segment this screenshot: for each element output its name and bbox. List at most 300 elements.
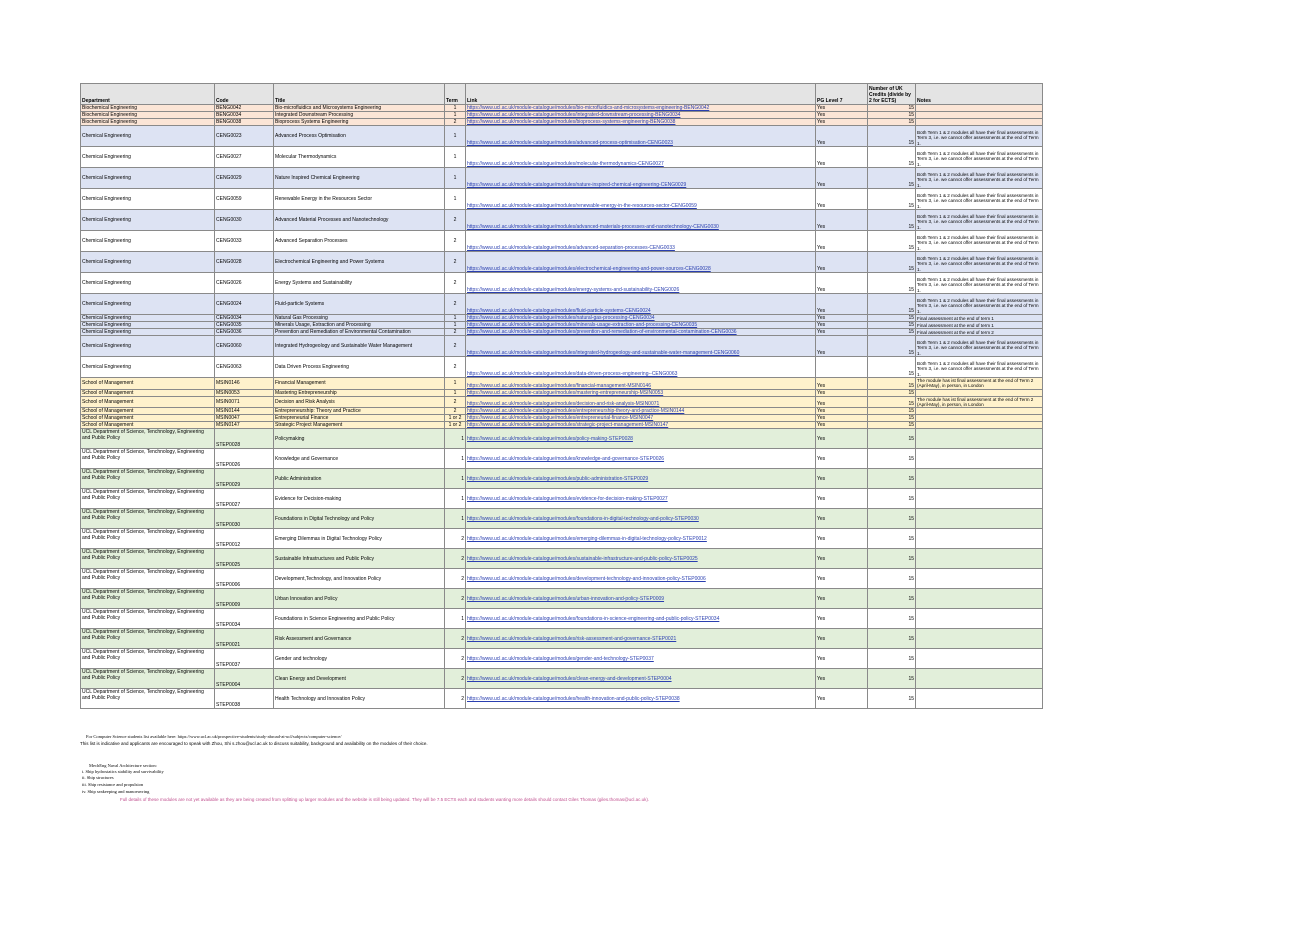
header-row [81,84,1043,105]
cell-pg-level: Yes [816,415,868,422]
cell-link[interactable]: https://www.ucl.ac.uk/module-catalogue/modules/public-administration-STEP0029 [466,469,816,489]
cell-credits: 15 [868,669,916,689]
cell-notes [916,415,1043,422]
cell-pg-level: Yes [816,168,868,189]
cell-term: 2 [445,689,466,709]
naval-item: i. Ship hydrostatics stability and survivability [82,769,164,774]
cell-department: UCL Department of Science, Tenchnology, Engineering and Public Policy [81,469,215,489]
table-row [81,322,1043,329]
cell-code: CENG0024 [215,294,274,315]
modules-table [80,83,1043,709]
cell-code: STEP0009 [215,589,274,609]
table-row [81,489,1043,509]
cell-term: 1 [445,105,466,112]
cell-notes: Both Term 1 & 2 modules all have their final assessments in Term 3, i.e. we cannot offer assessments at the end of Term 1. [916,189,1043,210]
cell-department: Chemical Engineering [81,273,215,294]
cell-notes [916,489,1043,509]
cell-credits: 15 [868,649,916,669]
cell-department: UCL Department of Science, Tenchnology, Engineering and Public Policy [81,569,215,589]
cell-credits: 15 [868,378,916,390]
header-pg-level: PG Level 7 [816,84,868,105]
cell-notes: The module has ist final assessment at the end of Term 2 (April-May), in person, in London [916,378,1043,390]
cell-link[interactable]: https://www.ucl.ac.uk/module-catalogue/modules/policy-making-STEP0028 [466,429,816,449]
cell-code: CENG0063 [215,357,274,378]
cell-link[interactable]: https://www.ucl.ac.uk/module-catalogue/modules/urban-innovation-and-policy-STEP0009 [466,589,816,609]
naval-details-note: Full details of these modules are not yet available as they are being created from splitting up larger modules and the website is still being updated. They will be 7.5 ECTS each and students wanting more details should contact Giles Thomas (giles.thomas@ucl.ac.uk). [120,797,650,802]
cell-term: 1 [445,469,466,489]
cell-title: Renewable Energy in the Resources Sector [274,189,445,210]
cell-link[interactable]: https://www.ucl.ac.uk/module-catalogue/modules/evidence-for-decision-making-STEP0027 [466,489,816,509]
cell-notes [916,669,1043,689]
table-row [81,422,1043,429]
cell-title: Advanced Material Processes and Nanotechnology [274,210,445,231]
cell-credits: 15 [868,273,916,294]
header-link: Link [466,84,816,105]
cell-notes: Both Term 1 & 2 modules all have their final assessments in Term 3, i.e. we cannot offer assessments at the end of Term 1. [916,147,1043,168]
cell-pg-level: Yes [816,378,868,390]
cell-title: Nature Inspired Chemical Engineering [274,168,445,189]
cell-pg-level: Yes [816,529,868,549]
cell-credits: 15 [868,112,916,119]
table-row [81,105,1043,112]
cell-department: UCL Department of Science, Tenchnology, Engineering and Public Policy [81,669,215,689]
table-row [81,329,1043,336]
cell-pg-level: Yes [816,569,868,589]
table-row [81,396,1043,408]
cell-code: MSIN0144 [215,408,274,415]
cell-title: Bioprocess Systems Engineering [274,119,445,126]
cell-credits: 15 [868,408,916,415]
cell-title: Emerging Dilemmas in Digital Technology Policy [274,529,445,549]
cell-pg-level: Yes [816,429,868,449]
cell-term: 1 or 2 [445,422,466,429]
cell-notes [916,469,1043,489]
cell-link[interactable]: https://www.ucl.ac.uk/module-catalogue/modules/strategic-project-management-MSIN0147 [466,422,816,429]
naval-item: iv. Ship seakeeping and manoeuvring [82,789,150,794]
indicative-note: This list is indicative and applicants are encouraged to speak with Zhou, Shi s.zhou@ucl.ac.uk to discuss suitability, background and availability on the modules of their choice. [80,741,428,746]
cell-department: UCL Department of Science, Tenchnology, Engineering and Public Policy [81,589,215,609]
cell-pg-level: Yes [816,449,868,469]
cell-link[interactable]: https://www.ucl.ac.uk/module-catalogue/modules/foundations-in-science-engineering-and-public-policy-STEP0034 [466,609,816,629]
cell-link[interactable]: https://www.ucl.ac.uk/module-catalogue/modules/advanced-separation-processes-CENG0033 [466,231,816,252]
cell-pg-level: Yes [816,469,868,489]
cell-term: 1 [445,315,466,322]
cell-pg-level: Yes [816,322,868,329]
header-department: Department [81,84,215,105]
cell-code: STEP0006 [215,569,274,589]
cell-department: Biochemical Engineering [81,119,215,126]
table-row [81,119,1043,126]
cell-pg-level: Yes [816,126,868,147]
cell-notes: Both Term 1 & 2 modules all have their final assessments in Term 3, i.e. we cannot offer assessments at the end of Term 1. [916,252,1043,273]
cell-department: UCL Department of Science, Tenchnology, Engineering and Public Policy [81,429,215,449]
cell-link[interactable]: https://www.ucl.ac.uk/module-catalogue/modules/advanced-process-optimisation-CENG0023 [466,126,816,147]
cell-notes: Final assessment at the end of term 1 [916,315,1043,322]
table-row [81,126,1043,147]
cell-code: MSIN0053 [215,389,274,396]
cell-pg-level: Yes [816,589,868,609]
cell-term: 2 [445,231,466,252]
cell-pg-level: Yes [816,231,868,252]
cell-code: STEP0038 [215,689,274,709]
cell-code: MSIN0047 [215,415,274,422]
cell-term: 2 [445,252,466,273]
cell-pg-level: Yes [816,329,868,336]
cell-code: MSIN0071 [215,396,274,408]
cell-credits: 15 [868,549,916,569]
cell-credits: 15 [868,689,916,709]
cell-pg-level: Yes [816,629,868,649]
cell-code: CENG0034 [215,315,274,322]
cell-notes: Final assessment at the end of term 1 [916,322,1043,329]
cell-term: 2 [445,357,466,378]
cell-term: 2 [445,629,466,649]
table-row [81,168,1043,189]
header-credits: Number of UK Credits (divide by 2 for ECTS) [868,84,916,105]
header-title: Title [274,84,445,105]
cell-credits: 15 [868,509,916,529]
cell-pg-level: Yes [816,147,868,168]
cell-department: Chemical Engineering [81,210,215,231]
cell-credits: 15 [868,415,916,422]
cell-notes: Both Term 1 & 2 modules all have their final assessments in Term 3, i.e. we cannot offer assessments at the end of Term 1. [916,126,1043,147]
cell-department: Chemical Engineering [81,252,215,273]
cell-term: 1 [445,389,466,396]
table-row [81,629,1043,649]
cell-credits: 15 [868,119,916,126]
cell-credits: 15 [868,210,916,231]
cell-pg-level: Yes [816,252,868,273]
cell-term: 1 [445,378,466,390]
cell-pg-level [816,357,868,378]
cell-pg-level: Yes [816,389,868,396]
cell-pg-level: Yes [816,509,868,529]
cell-credits: 15 [868,126,916,147]
cell-credits: 15 [868,396,916,408]
cell-link[interactable]: https://www.ucl.ac.uk/module-catalogue/modules/entrepreneurial-finance-MSIN0047 [466,415,816,422]
cell-term: 2 [445,294,466,315]
cell-term: 1 [445,449,466,469]
cell-notes [916,509,1043,529]
cell-link[interactable]: https://www.ucl.ac.uk/module-catalogue/modules/financial-management-MSIN0146 [466,378,816,390]
cell-credits: 15 [868,168,916,189]
cell-code: CENG0033 [215,231,274,252]
cell-credits: 15 [868,147,916,168]
table-row [81,408,1043,415]
cell-code: STEP0030 [215,509,274,529]
cell-title: Knowledge and Governance [274,449,445,469]
table-body [81,105,1043,709]
cell-term: 2 [445,210,466,231]
cell-code: CENG0026 [215,273,274,294]
cell-credits: 15 [868,252,916,273]
cell-link[interactable]: https://www.ucl.ac.uk/module-catalogue/modules/clean-energy-and-development-STEP0004 [466,669,816,689]
cell-link[interactable]: https://www.ucl.ac.uk/module-catalogue/modules/nature-inspired-chemical-engineering-CENG0029 [466,168,816,189]
cell-notes [916,119,1043,126]
cell-notes [916,629,1043,649]
cell-code: CENG0030 [215,210,274,231]
cell-credits: 15 [868,105,916,112]
cell-pg-level: Yes [816,396,868,408]
table-row [81,231,1043,252]
cell-link[interactable]: https://www.ucl.ac.uk/module-catalogue/modules/molecular-thermodynamics-CENG0027 [466,147,816,168]
cell-term: 1 [445,126,466,147]
cell-link[interactable]: https://www.ucl.ac.uk/module-catalogue/modules/sustainable-infrastructure-and-public-policy-STEP0025 [466,549,816,569]
naval-item: ii. Ship structures [82,775,114,780]
cell-title: Evidence for Decision-making [274,489,445,509]
cell-code: BENG0038 [215,119,274,126]
table-row [81,509,1043,529]
cell-title: Molecular Thermodynamics [274,147,445,168]
cell-link[interactable]: https://www.ucl.ac.uk/module-catalogue/modules/mastering-entrepreneurship-MSIN0053 [466,389,816,396]
cell-department: UCL Department of Science, Tenchnology, Engineering and Public Policy [81,509,215,529]
cell-notes [916,649,1043,669]
cell-credits: 15 [868,529,916,549]
cell-pg-level: Yes [816,422,868,429]
cell-pg-level: Yes [816,549,868,569]
header-code: Code [215,84,274,105]
cell-link[interactable]: https://www.ucl.ac.uk/module-catalogue/modules/advanced-materials-processes-and-nanotechnology-CENG0030 [466,210,816,231]
cell-term: 2 [445,119,466,126]
cell-credits: 15 [868,231,916,252]
cell-notes [916,549,1043,569]
cell-department: UCL Department of Science, Tenchnology, Engineering and Public Policy [81,529,215,549]
cell-pg-level: Yes [816,294,868,315]
cell-department: Chemical Engineering [81,189,215,210]
cell-notes: Both Term 1 & 2 modules all have their final assessments in Term 3, i.e. we cannot offer assessments at the end of Term 1. [916,273,1043,294]
cell-notes: Final assessment at the end of term 2 [916,329,1043,336]
cs-list-note: For Computer Science students list available here: https://www.ucl.ac.uk/prospective-students/study-abroad-at-ucl/subjects/computer-science/ [86,734,342,739]
cell-notes [916,112,1043,119]
cell-link[interactable]: https://www.ucl.ac.uk/module-catalogue/modules/integrated-downstream-processing-BENG0034 [466,112,816,119]
cell-credits: 15 [868,329,916,336]
cell-notes: Both Term 1 & 2 modules all have their final assessments in Term 3, i.e. we cannot offer assessments at the end of Term 1. [916,231,1043,252]
table-row [81,469,1043,489]
cell-department: School of Management [81,408,215,415]
cell-link[interactable]: https://www.ucl.ac.uk/module-catalogue/modules/risk-assessment-and-governance-STEP0021 [466,629,816,649]
cell-title: Foundations in Science Engineering and Public Policy [274,609,445,629]
cell-credits: 15 [868,629,916,649]
cell-link[interactable]: https://www.ucl.ac.uk/module-catalogue/modules/minerals-usage-extraction-and-processing-CENG0035 [466,322,816,329]
cell-link[interactable]: https://www.ucl.ac.uk/module-catalogue/modules/knowledge-and-governance-STEP0026 [466,449,816,469]
cell-notes: Both Term 1 & 2 modules all have their final assessments in Term 3, i.e. we cannot offer assessments at the end of Term 1. [916,210,1043,231]
cell-title: Policymaking [274,429,445,449]
cell-title: Entrepreneurial Finance [274,415,445,422]
cell-pg-level: Yes [816,273,868,294]
cell-link[interactable]: https://www.ucl.ac.uk/module-catalogue/modules/entrepreneurship-theory-and-practice-MSIN0144 [466,408,816,415]
cell-title: Advanced Process Optimisation [274,126,445,147]
cell-title: Fluid-particle Systems [274,294,445,315]
cell-notes: Both Term 1 & 2 modules all have their final assessments in Term 3, i.e. we cannot offer assessments at the end of Term 1. [916,168,1043,189]
cell-link[interactable]: https://www.ucl.ac.uk/module-catalogue/modules/data-driven-process-engineering--CENG0063 [466,357,816,378]
cell-department: UCL Department of Science, Tenchnology, Engineering and Public Policy [81,449,215,469]
cell-term: 2 [445,649,466,669]
cell-department: UCL Department of Science, Tenchnology, Engineering and Public Policy [81,609,215,629]
cell-credits: 15 [868,589,916,609]
table-row [81,649,1043,669]
cell-link[interactable]: https://www.ucl.ac.uk/module-catalogue/modules/health-innovation-and-public-policy-STEP0038 [466,689,816,709]
cell-department: UCL Department of Science, Tenchnology, Engineering and Public Policy [81,629,215,649]
cell-code: STEP0027 [215,489,274,509]
cell-link[interactable]: https://www.ucl.ac.uk/module-catalogue/modules/prevention-and-remediation-of-environmental-contamination-CENG0036 [466,329,816,336]
cell-notes: The module has ist final assessment at the end of Term 2 (April-May), in person, in London [916,396,1043,408]
cell-department: UCL Department of Science, Tenchnology, Engineering and Public Policy [81,689,215,709]
cell-department: Chemical Engineering [81,315,215,322]
cell-link[interactable]: https://www.ucl.ac.uk/module-catalogue/modules/development-technology-and-innovation-policy-STEP0006 [466,569,816,589]
cell-title: Entrepreneurship: Theory and Practice [274,408,445,415]
cell-department: Chemical Engineering [81,322,215,329]
cell-department: Biochemical Engineering [81,112,215,119]
cell-term: 2 [445,396,466,408]
cell-credits: 15 [868,489,916,509]
table-row [81,389,1043,396]
cell-link[interactable]: https://www.ucl.ac.uk/module-catalogue/modules/renewable-energy-in-the-resources-sector-CENG0059 [466,189,816,210]
cell-link[interactable]: https://www.ucl.ac.uk/module-catalogue/modules/electrochemical-engineering-and-power-sources-CENG0028 [466,252,816,273]
cell-code: STEP0034 [215,609,274,629]
cell-term: 1 or 2 [445,415,466,422]
cell-title: Development,Technology, and Innovation Policy [274,569,445,589]
cell-title: Electrochemical Engineering and Power Systems [274,252,445,273]
cell-code: STEP0029 [215,469,274,489]
cell-code: MSIN0146 [215,378,274,390]
cell-link[interactable]: https://www.ucl.ac.uk/module-catalogue/modules/integrated-hydrogeology-and-sustainable-water-management-CENG0060 [466,336,816,357]
cell-title: Clean Energy and Development [274,669,445,689]
cell-notes [916,569,1043,589]
table-row [81,357,1043,378]
cell-code: CENG0023 [215,126,274,147]
cell-credits: 15 [868,315,916,322]
cell-department: UCL Department of Science, Tenchnology, Engineering and Public Policy [81,489,215,509]
table-row [81,689,1043,709]
cell-code: CENG0028 [215,252,274,273]
cell-title: Mastering Entrepreneurship [274,389,445,396]
cell-notes: Both Term 1 & 2 modules all have their final assessments in Term 3, i.e. we cannot offer assessments at the end of Term 1. [916,336,1043,357]
cell-term: 2 [445,669,466,689]
table-row [81,669,1043,689]
table-row [81,429,1043,449]
cell-department: Chemical Engineering [81,168,215,189]
cell-pg-level: Yes [816,689,868,709]
cell-title: Risk Assessment and Governance [274,629,445,649]
cell-department: Chemical Engineering [81,357,215,378]
cell-term: 2 [445,408,466,415]
cell-link[interactable]: https://www.ucl.ac.uk/module-catalogue/modules/natural-gas-processing-CENG0034 [466,315,816,322]
cell-code: STEP0028 [215,429,274,449]
cell-term: 2 [445,549,466,569]
cell-credits: 15 [868,469,916,489]
cell-title: Energy Systems and Sustainability [274,273,445,294]
cell-code: CENG0035 [215,322,274,329]
table-row [81,589,1043,609]
table-row [81,378,1043,390]
cell-credits: 15 [868,569,916,589]
cell-term: 1 [445,147,466,168]
cell-title: Integrated Hydrogeology and Sustainable Water Management [274,336,445,357]
cell-pg-level: Yes [816,336,868,357]
header-term: Term [445,84,466,105]
cell-pg-level: Yes [816,669,868,689]
cell-department: School of Management [81,422,215,429]
cell-notes [916,389,1043,396]
cell-title: Public Administration [274,469,445,489]
cell-pg-level: Yes [816,489,868,509]
cell-term: 1 [445,609,466,629]
cell-pg-level: Yes [816,408,868,415]
cell-pg-level: Yes [816,119,868,126]
cell-title: Data Driven Process Engineering [274,357,445,378]
cell-department: Chemical Engineering [81,336,215,357]
cell-term: 1 [445,189,466,210]
cell-link[interactable]: https://www.ucl.ac.uk/module-catalogue/modules/emerging-dilemmas-in-digital-technology-policy-STEP0012 [466,529,816,549]
cell-pg-level: Yes [816,189,868,210]
cell-department: School of Management [81,378,215,390]
cell-link[interactable]: https://www.ucl.ac.uk/module-catalogue/modules/foundations-in-digital-technology-and-policy-STEP0030 [466,509,816,529]
cell-term: 1 [445,322,466,329]
cell-code: CENG0036 [215,329,274,336]
table-row [81,569,1043,589]
table-row [81,529,1043,549]
cell-code: CENG0059 [215,189,274,210]
cell-code: STEP0025 [215,549,274,569]
cell-credits: 15 [868,322,916,329]
cell-title: Natural Gas Processing [274,315,445,322]
cell-title: Gender and technology [274,649,445,669]
cell-notes: Both Term 1 & 2 modules all have their final assessments in Term 3, i.e. we cannot offer assessments at the end of Term 1. [916,294,1043,315]
cell-pg-level: Yes [816,105,868,112]
table-row [81,336,1043,357]
table-row [81,315,1043,322]
cell-link[interactable]: https://www.ucl.ac.uk/module-catalogue/modules/decision-and-risk-analysis-MSIN0071 [466,396,816,408]
cell-title: Prevention and Remediation of Environmental Contamination [274,329,445,336]
cell-link[interactable]: https://www.ucl.ac.uk/module-catalogue/modules/energy-systems-and-sustainability-CENG0026 [466,273,816,294]
cell-notes [916,589,1043,609]
table-row [81,273,1043,294]
cell-notes [916,449,1043,469]
cell-title: Strategic Project Management [274,422,445,429]
cell-department: Chemical Engineering [81,329,215,336]
cell-term: 2 [445,529,466,549]
cell-credits: 15 [868,336,916,357]
cell-link[interactable]: https://www.ucl.ac.uk/module-catalogue/modules/fluid-particle-systems-CENG0024 [466,294,816,315]
table-row [81,415,1043,422]
cell-credits: 15 [868,389,916,396]
table-row [81,112,1043,119]
cell-code: STEP0037 [215,649,274,669]
cell-department: School of Management [81,415,215,422]
cell-code: CENG0029 [215,168,274,189]
cell-link[interactable]: https://www.ucl.ac.uk/module-catalogue/modules/gender-and-technology-STEP0037 [466,649,816,669]
cell-pg-level: Yes [816,112,868,119]
cell-pg-level: Yes [816,210,868,231]
cell-department: UCL Department of Science, Tenchnology, Engineering and Public Policy [81,549,215,569]
cell-title: Financial Management [274,378,445,390]
cell-credits: 15 [868,449,916,469]
cell-notes [916,529,1043,549]
cell-code: STEP0026 [215,449,274,469]
cell-term: 2 [445,273,466,294]
cell-notes [916,408,1043,415]
cell-link[interactable]: https://www.ucl.ac.uk/module-catalogue/modules/bio-microfluidics-and-microsystems-engineering-BENG0042 [466,105,816,112]
cell-code: BENG0042 [215,105,274,112]
cell-notes [916,429,1043,449]
cell-title: Minerals Usage, Extraction and Processing [274,322,445,329]
cell-title: Sustainable Infrastructures and Public Policy [274,549,445,569]
cell-link[interactable]: https://www.ucl.ac.uk/module-catalogue/modules/bioprocess-systems-engineering-BENG0038 [466,119,816,126]
cell-title: Urban Innovation and Policy [274,589,445,609]
naval-item: iii. Ship resistance and propulsion [82,782,144,787]
cell-department: School of Management [81,389,215,396]
cell-term: 2 [445,589,466,609]
